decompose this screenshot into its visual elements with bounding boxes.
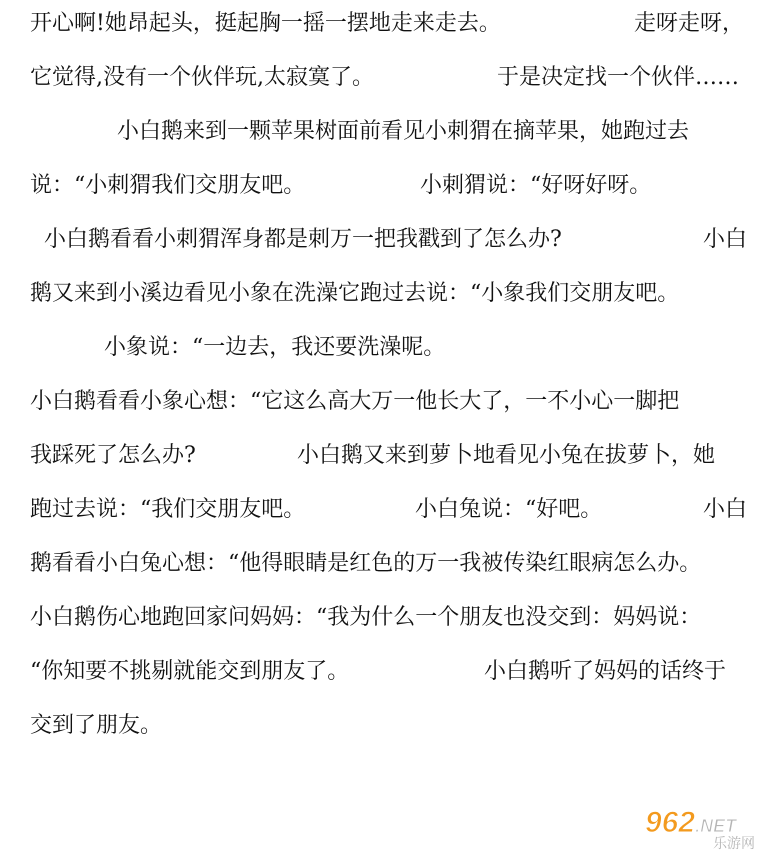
text-segment: 它觉得,没有一个伙伴玩,太寂寞了。: [30, 65, 374, 90]
text-segment: 小白兔说：“好吧。: [415, 497, 603, 522]
svg-text:乐游网: 乐游网: [713, 836, 755, 852]
text-segment: “你知要不挑剔就能交到朋友了。: [30, 659, 350, 684]
site-watermark-logo: [643, 802, 775, 852]
text-segment: 交到了朋友。: [30, 713, 163, 738]
text-segment: 说：“小刺猬我们交朋友吧。: [30, 173, 306, 198]
text-segment: 于是决定找一个伙伴……: [497, 65, 740, 90]
text-segment: 小白鹅听了妈妈的话终于: [484, 659, 727, 684]
text-segment: 开心啊!她昂起头，挺起胸一摇一摆地走来走去。: [30, 11, 501, 36]
text-segment: 小白鹅又来到萝卜地看见小兔在拔萝卜，她: [297, 443, 716, 468]
text-segment: 小刺猬说：“好呀好呀。: [420, 173, 652, 198]
svg-text:962.NET: 962.NET: [645, 806, 737, 839]
text-segment: 鹅又来到小溪边看见小象在洗澡它跑过去说：“小象我们交朋友吧。: [30, 281, 680, 306]
text-segment: 走呀走呀，: [634, 11, 745, 36]
text-segment: 小白: [703, 227, 748, 252]
text-segment: 小白鹅看看小刺猬浑身都是刺万一把我戳到了怎么办?: [44, 227, 562, 252]
text-segment: 鹅看看小白兔心想：“他得眼睛是红色的万一我被传染红眼病怎么办。: [30, 551, 702, 576]
text-segment: 小白: [703, 497, 748, 522]
text-segment: 小白鹅来到一颗苹果树面前看见小刺猬在摘苹果，她跑过去: [117, 119, 690, 144]
text-segment: 小象说：“一边去，我还要洗澡呢。: [104, 335, 446, 360]
text-segment: 小白鹅看看小象心想：“它这么高大万一他长大了，一不小心一脚把: [30, 389, 680, 414]
text-segment: 小白鹅伤心地跑回家问妈妈：“我为什么一个朋友也没交到：妈妈说：: [30, 605, 702, 630]
text-segment: 跑过去说：“我们交朋友吧。: [30, 497, 306, 522]
text-segment: 我踩死了怎么办?: [30, 443, 196, 468]
